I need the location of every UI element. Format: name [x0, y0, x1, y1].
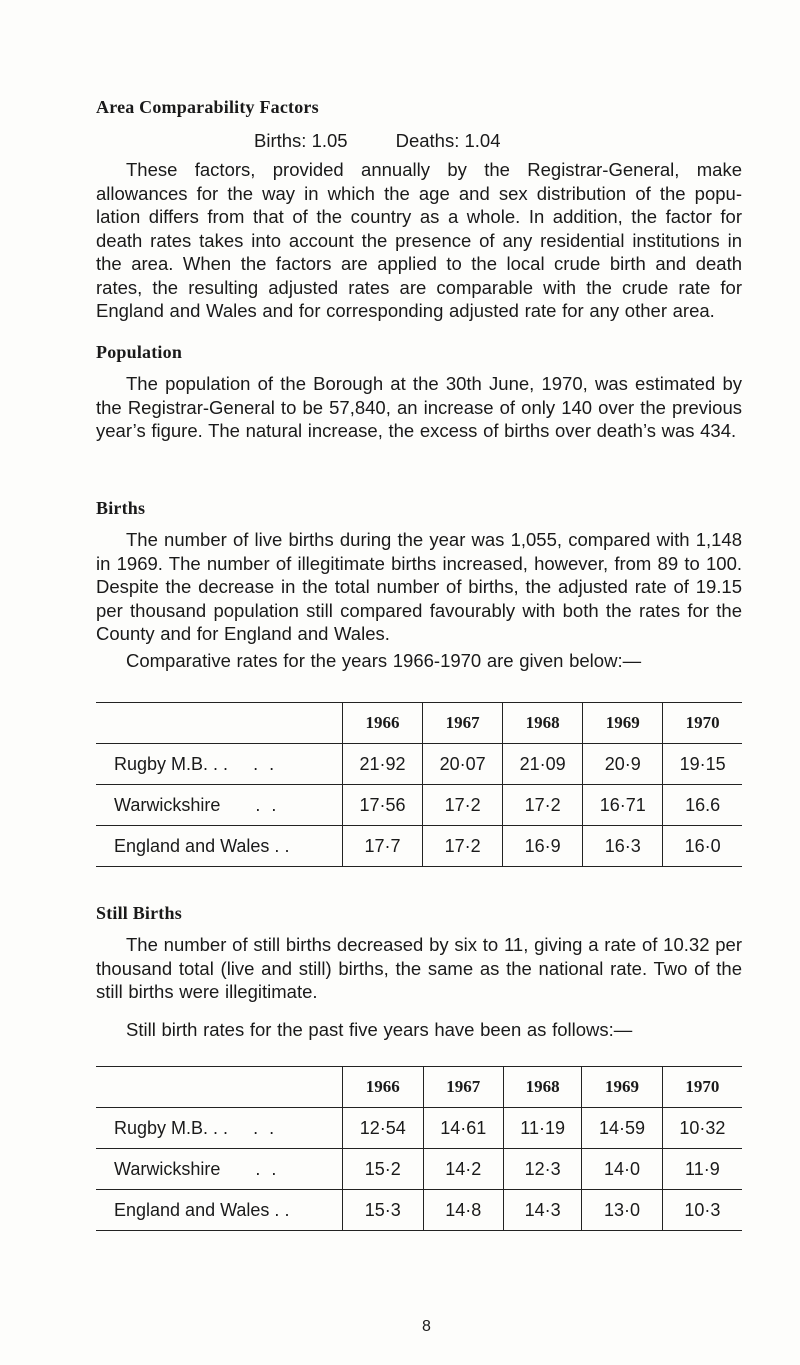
value-cell: 10·3: [662, 1190, 742, 1231]
value-cell: 11·19: [504, 1108, 582, 1149]
value-cell: 20·9: [583, 744, 663, 785]
value-cell: 21·92: [343, 744, 423, 785]
area-label: England and Wales . .: [114, 835, 290, 856]
value-cell: 20·07: [423, 744, 503, 785]
area-cell: [96, 744, 343, 785]
value-cell: 17·2: [503, 785, 583, 826]
births-table-intro: Comparative rates for the years 1966-1970 are given below:—: [126, 650, 642, 671]
area-cell: [96, 826, 343, 867]
value-cell: 14·8: [423, 1190, 504, 1231]
header-cell: [96, 703, 343, 744]
page-number: 8: [422, 1318, 431, 1335]
still-births-paragraph: The number of still births decreased by six to 11, giving a rate of 10.32 per thousand total (live and still) births, the same as the national rate. Two of the still births were illegitimate.: [96, 934, 742, 1002]
table-row: [96, 1190, 742, 1231]
table-row: [96, 1108, 742, 1149]
header-cell: 1967: [423, 1067, 504, 1108]
value-cell: 16.6: [663, 785, 742, 826]
value-cell: 17·2: [423, 785, 503, 826]
area-label: Warwickshire: [114, 1158, 221, 1179]
header-cell: 1966: [343, 703, 423, 744]
table-header-row: [96, 703, 742, 744]
header-cell: 1966: [343, 1067, 424, 1108]
value-cell: 15·2: [343, 1149, 424, 1190]
value-cell: 13·0: [582, 1190, 663, 1231]
table-row: [96, 744, 742, 785]
table-row: [96, 826, 742, 867]
value-cell: 17·2: [423, 826, 503, 867]
area-cell: [96, 785, 343, 826]
area-factors-paragraph: These factors, provided annually by the Registrar-General, make allowances for the way in which the age and sex distribution of the popu- lation differs from that of the country as a whole. In addition, the factor for death rates takes into account the presence of any residential institutions in the area. When the factors are applied to the local crude birth and death rates, the resulting adjusted rates are comparable with the crude rate for England and Wales and for corresponding adjusted rate for any other area.: [96, 159, 742, 321]
value-cell: 19·15: [663, 744, 742, 785]
leader-dots: . .: [253, 1117, 278, 1138]
still-birth-rates-table: [96, 1066, 742, 1231]
population-heading: Population: [96, 342, 183, 362]
header-cell: 1967: [423, 703, 503, 744]
value-cell: 10·32: [662, 1108, 742, 1149]
value-cell: 17·56: [343, 785, 423, 826]
header-cell: 1969: [582, 1067, 663, 1108]
birth-rates-table: [96, 702, 742, 867]
factors-line: [254, 130, 500, 152]
births-paragraph: The number of live births during the year was 1,055, compared with 1,148 in 1969. The number of illegitimate births increased, however, from 89 to 100. Despite the decrease in the total number of births, the adjusted rate of 19.15 per thousand population still compared favourably with both the rates for the County and for England and Wales.: [96, 529, 742, 644]
value-cell: 14·59: [582, 1108, 663, 1149]
area-cell: [96, 1190, 343, 1231]
header-cell: [96, 1067, 343, 1108]
still-births-table-intro: Still birth rates for the past five years have been as follows:—: [126, 1019, 633, 1040]
value-cell: 14·3: [504, 1190, 582, 1231]
value-cell: 14·61: [423, 1108, 504, 1149]
table-header-row: [96, 1067, 742, 1108]
header-cell: 1969: [583, 703, 663, 744]
area-cell: [96, 1108, 343, 1149]
header-cell: 1970: [662, 1067, 742, 1108]
table-row: [96, 1149, 742, 1190]
births-factor: Births: 1.05: [254, 130, 348, 151]
area-label: Rugby M.B. . .: [114, 753, 229, 774]
value-cell: 21·09: [503, 744, 583, 785]
value-cell: 15·3: [343, 1190, 424, 1231]
value-cell: 11·9: [662, 1149, 742, 1190]
leader-dots: . .: [255, 794, 280, 815]
header-cell: 1968: [503, 703, 583, 744]
population-paragraph: The population of the Borough at the 30th June, 1970, was estimated by the Registrar-General to be 57,840, an increase of only 140 over the previous year’s figure. The natural increase, the excess of births over death’s was 434.: [96, 373, 742, 441]
leader-dots: . .: [255, 1158, 280, 1179]
deaths-factor: Deaths: 1.04: [395, 130, 501, 151]
header-cell: 1970: [663, 703, 742, 744]
header-cell: 1968: [504, 1067, 582, 1108]
value-cell: 16·0: [663, 826, 742, 867]
value-cell: 12·3: [504, 1149, 582, 1190]
area-label: England and Wales . .: [114, 1199, 290, 1220]
value-cell: 16·71: [583, 785, 663, 826]
area-cell: [96, 1149, 343, 1190]
births-heading: Births: [96, 498, 146, 518]
value-cell: 12·54: [343, 1108, 424, 1149]
value-cell: 16·3: [583, 826, 663, 867]
area-label: Warwickshire: [114, 794, 221, 815]
value-cell: 14·0: [582, 1149, 663, 1190]
value-cell: 17·7: [343, 826, 423, 867]
value-cell: 16·9: [503, 826, 583, 867]
leader-dots: . .: [253, 753, 278, 774]
value-cell: 14·2: [423, 1149, 504, 1190]
area-label: Rugby M.B. . .: [114, 1117, 229, 1138]
table-row: [96, 785, 742, 826]
still-births-heading: Still Births: [96, 903, 182, 923]
area-factors-heading: Area Comparability Factors: [96, 97, 319, 117]
